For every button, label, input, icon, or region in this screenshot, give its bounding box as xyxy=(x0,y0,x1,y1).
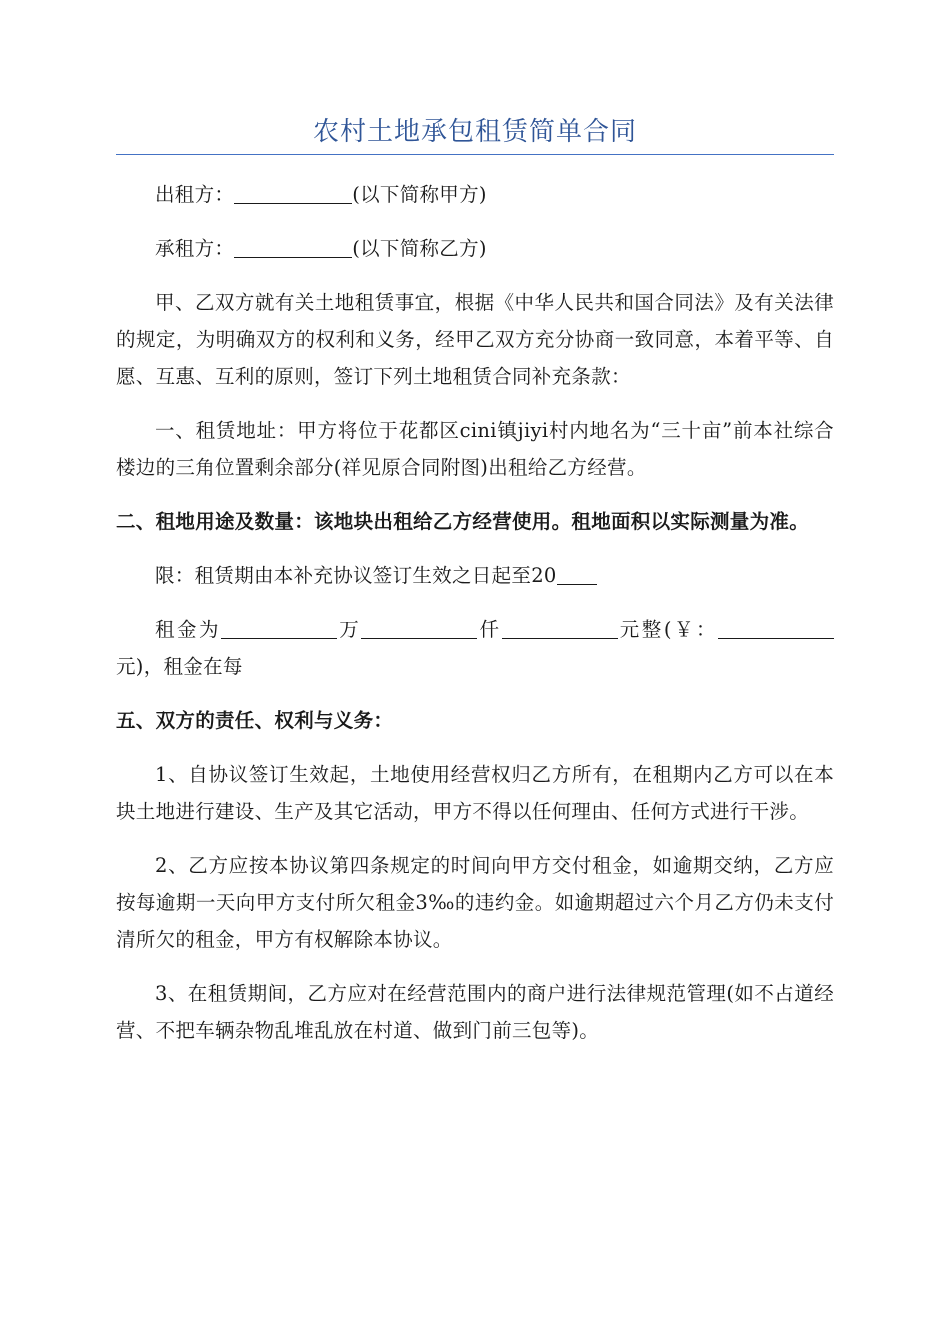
lessee-line xyxy=(116,230,834,267)
lessor-blank xyxy=(234,181,352,204)
rent-qian-blank xyxy=(361,616,477,639)
rent-suffix: 元)，租金在每 xyxy=(116,655,243,678)
clause-1-paragraph: 一、租赁地址：甲方将位于花都区cini镇jiyi村内地名为“三十亩”前本社综合楼边的三角位置剩余部分(祥见原合同附图)出租给乙方经营。 xyxy=(116,419,834,479)
term-line xyxy=(116,557,834,594)
rent-yuan-zheng: 元整(￥： xyxy=(617,618,718,641)
clause-5-item-3: 3、在租赁期间，乙方应对在经营范围内的商户进行法律规范管理(如不占道经营、不把车辆杂物乱堆乱放在村道、做到门前三包等)。 xyxy=(116,982,834,1042)
lessee-note: (以下简称乙方) xyxy=(352,237,487,260)
lessor-label: 出租方： xyxy=(155,183,235,206)
lessor-note: (以下简称甲方) xyxy=(352,183,487,206)
lessee-blank xyxy=(234,235,352,258)
term-text: 限：租赁期由本补充协议签订生效之日起至20 xyxy=(155,564,557,587)
clause-5-item-1: 1、自协议签订生效起，土地使用经营权归乙方所有，在租期内乙方可以在本块土地进行建设、生产及其它活动，甲方不得以任何理由、任何方式进行干涉。 xyxy=(116,763,834,823)
rent-qian: 仟 xyxy=(477,618,502,641)
clause-5-item-2: 2、乙方应按本协议第四条规定的时间向甲方交付租金，如逾期交纳，乙方应按每逾期一天向甲方支付所欠租金3‰的违约金。如逾期超过六个月乙方仍未支付清所欠的租金，甲方有权解除本协议。 xyxy=(116,854,834,951)
lessor-line xyxy=(116,176,834,213)
rent-wan-blank xyxy=(221,616,337,639)
rent-yuan-blank xyxy=(502,616,618,639)
clause-5-heading: 五、双方的责任、权利与义务： xyxy=(116,709,394,732)
rent-paragraph xyxy=(116,611,834,685)
rent-prefix: 租金为 xyxy=(155,618,222,641)
term-year-blank xyxy=(557,562,597,585)
document-body xyxy=(116,176,834,1066)
title-underline xyxy=(116,154,834,155)
lessee-label: 承租方： xyxy=(155,237,235,260)
preamble-paragraph: 甲、乙双方就有关土地租赁事宜，根据《中华人民共和国合同法》及有关法律的规定，为明确双方的权利和义务，经甲乙双方充分协商一致同意，本着平等、自愿、互惠、互利的原则，签订下列土地租赁合同补充条款： xyxy=(116,291,834,388)
rent-wan: 万 xyxy=(337,618,362,641)
document-title: 农村土地承包租赁简单合同 xyxy=(312,117,637,147)
rent-amount-blank xyxy=(718,616,834,639)
clause-2-paragraph: 二、租地用途及数量：该地块出租给乙方经营使用。租地面积以实际测量为准。 xyxy=(116,510,810,533)
